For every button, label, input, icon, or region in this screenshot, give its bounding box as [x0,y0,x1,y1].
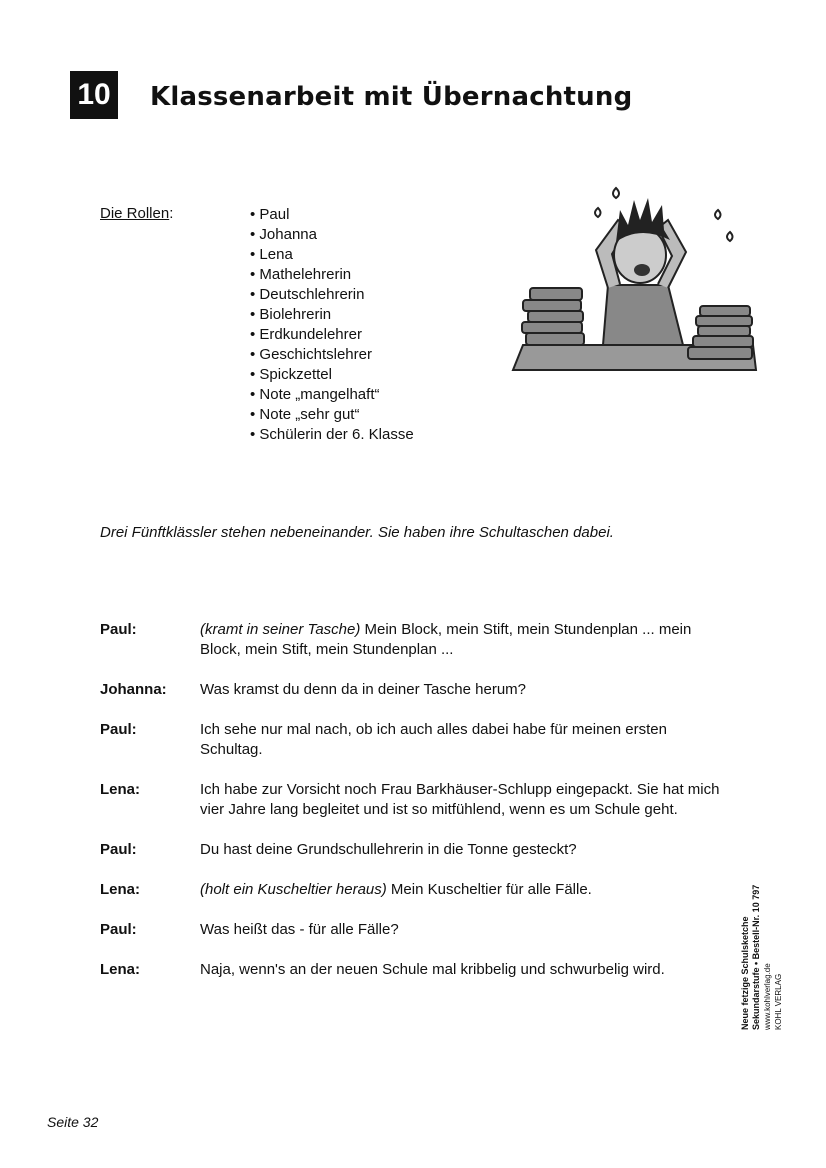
role-item: • Paul [250,205,414,225]
dialog-text: Du hast deine Grundschullehrerin in die Tonne gesteckt? [200,841,577,858]
stressed-student-illustration [508,180,758,382]
dialog [100,620,740,1000]
page-title: Klassenarbeit mit Übernachtung [150,82,633,112]
speaker: Lena: [100,781,141,798]
role-item: • Geschichtslehrer [250,345,414,365]
dialog-text: Naja, wenn's an der neuen Schule mal kribbelig und schwurbelig wird. [200,961,665,978]
publisher-sidebar [740,780,800,1030]
page-number: Seite 32 [47,1114,99,1130]
speaker: Lena: [100,961,141,978]
roles-label: Die Rollen: [100,205,174,222]
dialog-line [100,840,740,860]
speaker: Johanna: [100,681,167,698]
role-item: • Note „mangelhaft“ [250,385,414,405]
role-item: • Note „sehr gut“ [250,405,414,425]
speaker: Lena: [100,881,141,898]
dialog-line [100,960,740,980]
dialog-line [100,780,740,820]
dialog-text: (holt ein Kuscheltier heraus) Mein Kuscheltier für alle Fälle. [200,881,592,898]
dialog-line [100,620,740,660]
speaker: Paul: [100,841,137,858]
sidebar-title: Neue fetzige Schulsketche [740,916,750,1030]
dialog-text: Ich sehe nur mal nach, ob ich auch alles dabei habe für meinen ersten Schultag. [200,721,667,758]
speaker: Paul: [100,921,137,938]
dialog-line [100,920,740,940]
dialog-text: Was kramst du denn da in deiner Tasche herum? [200,681,527,698]
role-item: • Schülerin der 6. Klasse [250,425,414,445]
sidebar-order-number: Sekundarstufe • Bestell-Nr. 10 797 [751,884,761,1030]
dialog-text: Was heißt das - für alle Fälle? [200,921,399,938]
stage-direction-intro: Drei Fünftklässler stehen nebeneinander. Sie haben ihre Schultaschen dabei. [100,524,614,541]
role-item: • Lena [250,245,414,265]
dialog-line [100,680,740,700]
chapter-number: 10 [70,71,118,119]
dialog-line [100,720,740,760]
role-item: • Deutschlehrerin [250,285,414,305]
dialog-text: (kramt in seiner Tasche) Mein Block, mein Stift, mein Stundenplan ... mein Block, mein Stift, mein Stundenplan ... [200,621,692,658]
publisher-logo: KOHL VERLAG [774,973,783,1030]
role-item: • Erdkundelehrer [250,325,414,345]
role-item: • Biolehrerin [250,305,414,325]
role-item: • Johanna [250,225,414,245]
dialog-text: Ich habe zur Vorsicht noch Frau Barkhäuser-Schlupp eingepackt. Sie hat mich vier Jahre lang begleitet und ist so mitfühlend, wenn es um Schule geht. [200,781,720,818]
role-item: • Mathelehrerin [250,265,414,285]
dialog-line [100,880,740,900]
speaker: Paul: [100,721,137,738]
speaker: Paul: [100,621,137,638]
role-item: • Spickzettel [250,365,414,385]
sidebar-website: www.kohlverlag.de [763,963,772,1030]
roles-list [250,205,414,445]
